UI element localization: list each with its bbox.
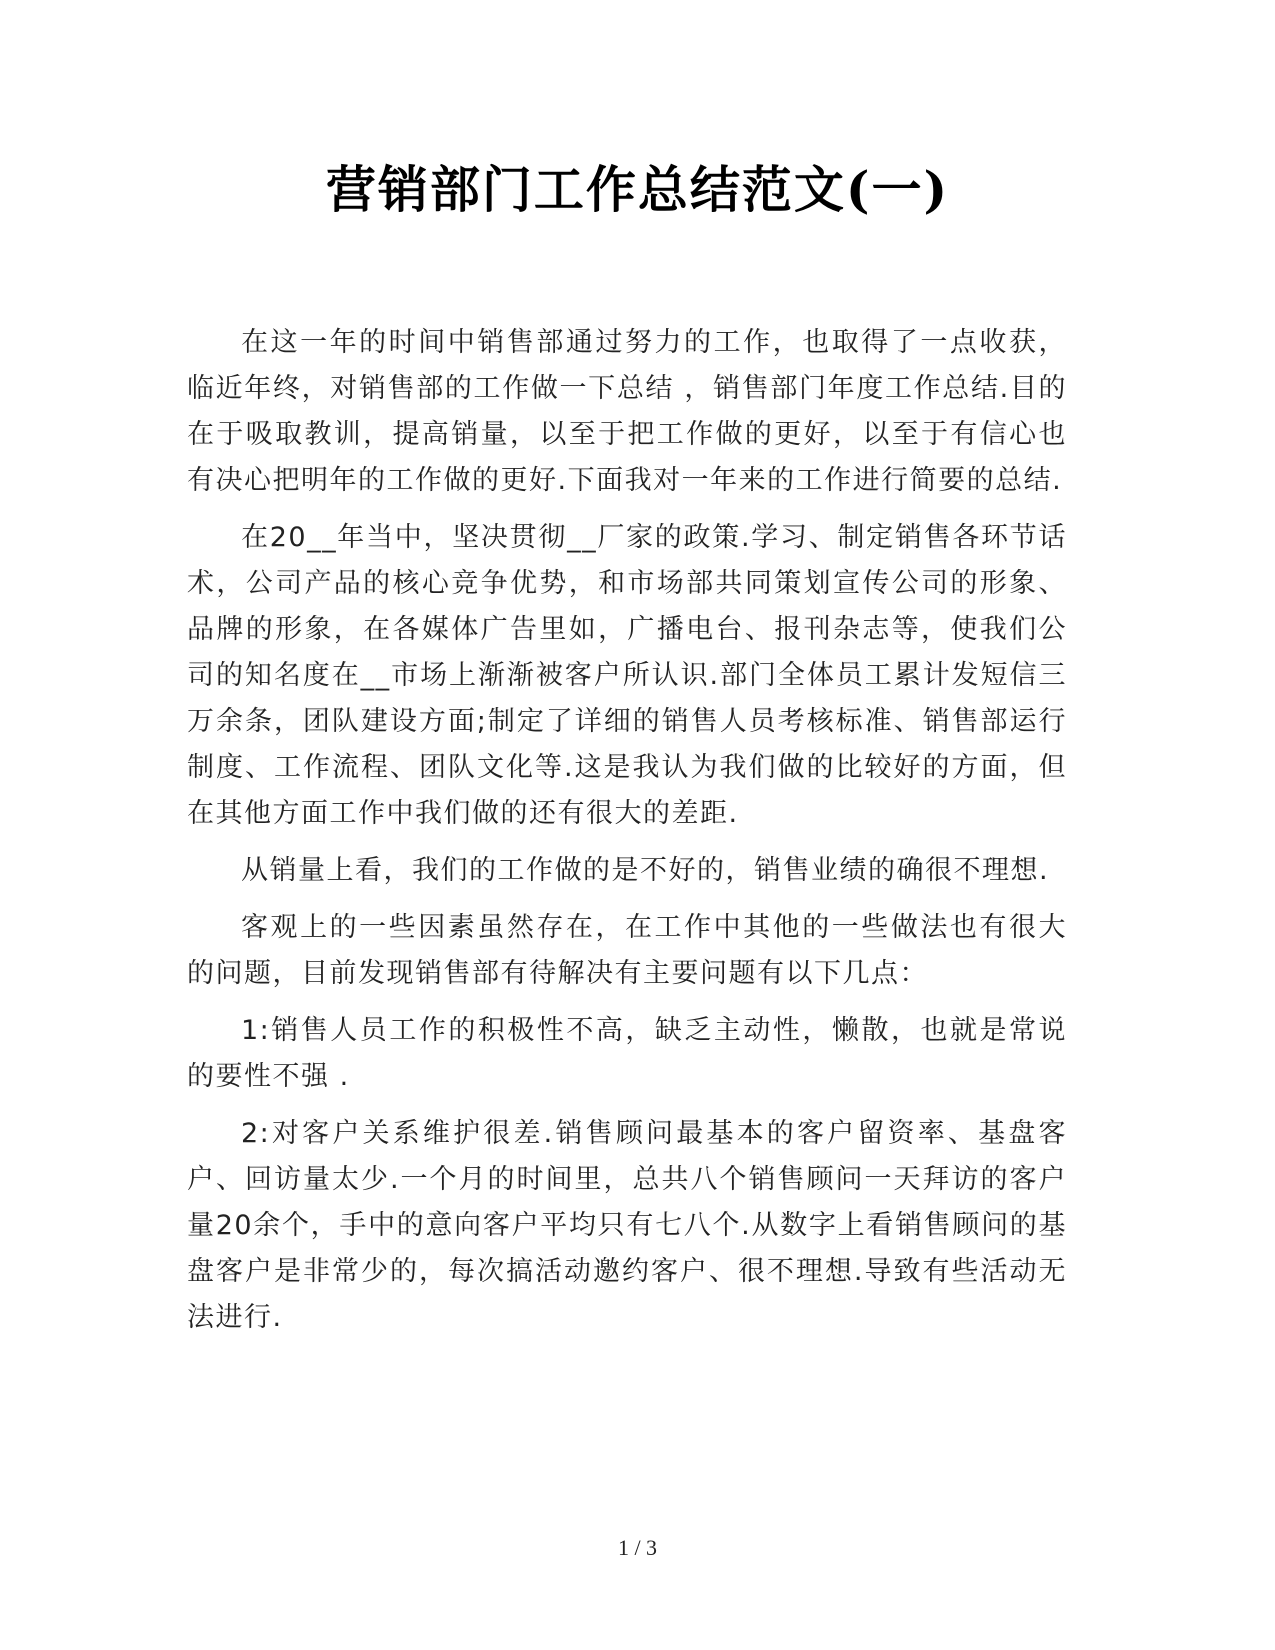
paragraph-intro: 在这一年的时间中销售部通过努力的工作，也取得了一点收获，临近年终，对销售部的工作做一下总结 ，销售部门年度工作总结.目的在于吸取教训，提高销量，以至于把工作做的更好，以至于有信心也有决心把明年的工作做的更好.下面我对一年来的工作进行简要的总结. bbox=[187, 327, 1067, 496]
paragraph-achievements: 在20__年当中，坚决贯彻__厂家的政策.学习、制定销售各环节话术，公司产品的核心竞争优势，和市场部共同策划宣传公司的形象、品牌的形象，在各媒体广告里如，广播电台、报刊杂志等，使我们公司的知名度在__市场上渐渐被客户所认识.部门全体员工累计发短信三万余条，团队建设方面;制定了详细的销售人员考核标准、销售部运行制度、工作流程、团队文化等.这是我认为我们做的比较好的方面，但在其他方面工作中我们做的还有很大的差距. bbox=[187, 522, 1067, 829]
paragraph-sales-volume: 从销量上看，我们的工作做的是不好的，销售业绩的确很不理想. bbox=[241, 855, 1050, 886]
paragraph-problem-1: 1:销售人员工作的积极性不高，缺乏主动性，懒散，也就是常说的要性不强 . bbox=[187, 1015, 1067, 1092]
page-number: 1 / 3 bbox=[617, 1535, 658, 1560]
paragraph-problems-intro: 客观上的一些因素虽然存在，在工作中其他的一些做法也有很大的问题，目前发现销售部有待解决有主要问题有以下几点： bbox=[187, 912, 1067, 989]
document-body bbox=[187, 320, 1067, 1352]
document-title: 营销部门工作总结范文(一) bbox=[325, 160, 950, 219]
paragraph-problem-2: 2:对客户关系维护很差.销售顾问最基本的客户留资率、基盘客户、回访量太少.一个月的时间里，总共八个销售顾问一天拜访的客户量20余个，手中的意向客户平均只有七八个.从数字上看销售顾问的基盘客户是非常少的，每次搞活动邀约客户、很不理想.导致有些活动无法进行. bbox=[187, 1118, 1067, 1333]
